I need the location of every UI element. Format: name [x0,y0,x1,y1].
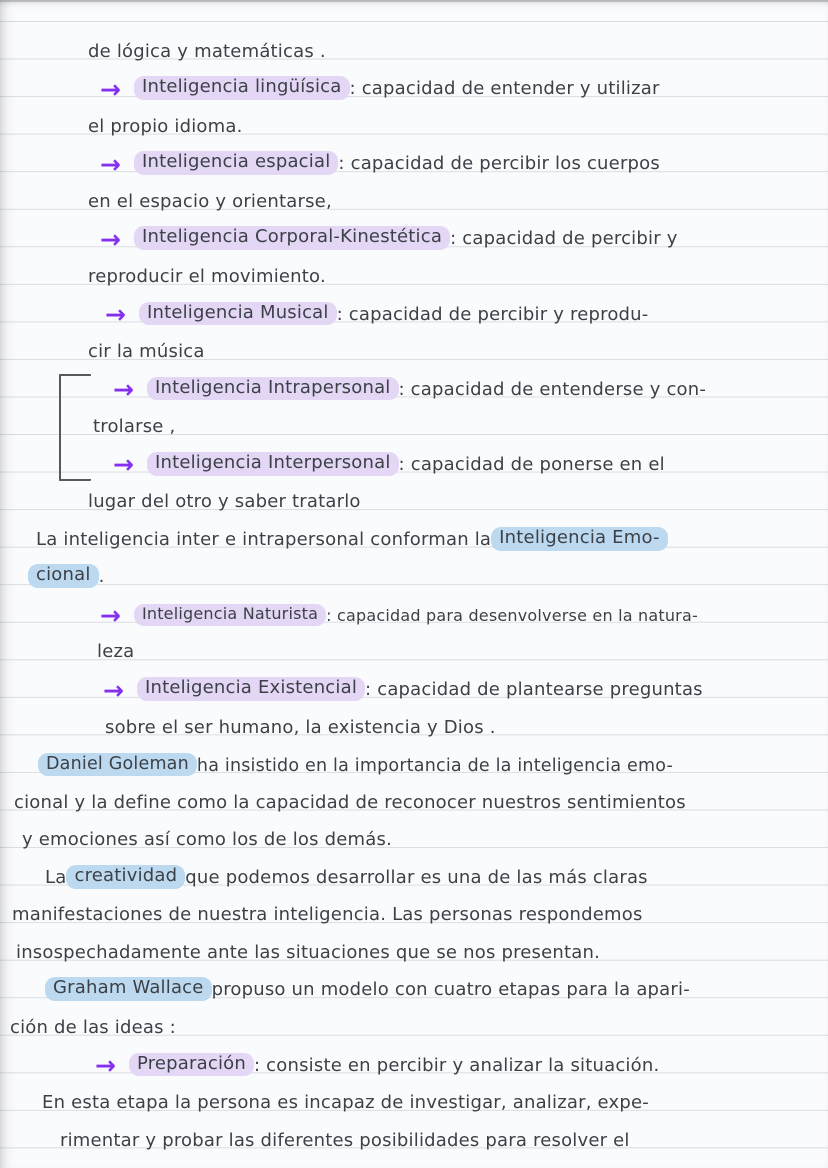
page-top-edge [0,0,828,2]
note-line [0,923,828,961]
highlighted-term: Inteligencia Emo- [491,527,668,551]
note-text: . [98,566,105,588]
note-text: el propio idioma. [88,115,243,137]
note-line [0,735,828,776]
note-line [0,1073,828,1114]
highlighted-term: Preparación [129,1053,254,1077]
note-line [0,285,828,330]
note-text: : capacidad de entenderse y con- [398,378,707,400]
note-text: : capacidad de plantearse preguntas [365,679,703,700]
note-text: en el espacio y orientarse, [88,190,332,212]
note-text: : capacidad de percibir y [450,228,678,250]
arrow-icon: → [95,1051,116,1081]
note-line [0,698,828,736]
note-text: La [45,866,67,888]
note-line [0,210,828,255]
note-line [0,1111,828,1149]
arrow-icon: → [105,300,126,330]
highlighted-term: Inteligencia Musical [139,302,337,326]
note-text: rimentar y probar las diferentes posibilidades para resolver el [60,1129,630,1151]
note-text: : capacidad de percibir los cuerpos [338,153,660,175]
note-line [0,773,828,811]
note-text: : capacidad de percibir y reprodu- [336,303,649,325]
bracket-annotation [59,374,91,481]
note-line [0,60,828,104]
note-line [0,135,828,179]
note-line [0,998,828,1036]
note-text: En esta etapa la persona es incapaz de investigar, analizar, expe- [42,1092,649,1114]
note-line [0,247,828,285]
note-text: : capacidad de entender y utilizar [349,78,660,100]
note-text: sobre el ser humano, la existencia y Dios . [105,716,496,738]
highlighted-term: Daniel Goleman [38,753,197,776]
arrow-icon: → [113,375,134,405]
note-line [0,660,828,705]
arrow-icon: → [100,225,121,255]
note-line [0,473,828,511]
note-text: propuso un modelo con cuatro etapas para la apari- [211,979,690,1001]
arrow-icon: → [100,600,121,630]
arrow-icon: → [103,675,124,705]
highlighted-term: Inteligencia espacial [134,151,338,175]
highlighted-term: Inteligencia Existencial [137,677,365,701]
note-text: leza [97,641,135,663]
note-line [0,585,828,630]
note-line [0,172,828,210]
highlighted-term: Inteligencia Corporal-Kinestética [134,226,450,250]
note-line [0,22,828,60]
note-text: ción de las ideas : [10,1016,176,1038]
highlighted-term: Graham Wallace [45,977,212,1001]
note-line [0,886,828,924]
note-line [0,811,828,849]
note-line [0,623,828,661]
highlighted-term: Inteligencia Naturista [134,604,326,626]
highlighted-term: creatividad [66,865,185,889]
highlighted-term: Inteligencia Intrapersonal [147,377,399,401]
arrow-icon: → [100,149,121,179]
highlighted-term: cional [28,564,99,588]
note-text: reproducir el movimiento. [88,265,326,287]
note-text: de lógica y matemáticas . [88,40,326,62]
highlighted-term: Inteligencia lingüísica [134,76,350,100]
note-line [0,97,828,135]
note-line [0,322,828,363]
note-text: : capacidad de ponerse en el [398,453,665,475]
note-text: cir la música [88,341,205,363]
note-line [0,398,828,436]
note-line [0,548,828,586]
note-text: : consiste en percibir y analizar la situación. [253,1054,660,1076]
note-text: y emociones así como los de los demás. [22,829,393,851]
note-text: cional y la define como la capacidad de reconocer nuestros sentimientos [14,791,686,813]
arrow-icon: → [113,450,134,480]
note-text: manifestaciones de nuestra inteligencia. Las personas respondemos [12,904,643,926]
note-line [0,961,828,999]
note-text: ha insistido en la importancia de la inteligencia emo- [196,755,673,776]
note-line [0,1036,828,1081]
arrow-icon: → [100,74,121,104]
note-text: que podemos desarrollar es una de las más claras [185,866,648,888]
note-line [0,510,828,548]
note-text: insospechadamente ante las situaciones que se nos presentan. [16,941,601,963]
note-text: : capacidad para desenvolverse en la natura- [326,606,698,625]
note-line [0,360,828,405]
note-line [0,435,828,480]
highlighted-term: Inteligencia Interpersonal [147,452,399,476]
note-text: La inteligencia inter e intrapersonal conforman la [36,528,492,550]
note-text: trolarse , [93,416,176,438]
note-text: lugar del otro y saber tratarlo [88,491,361,513]
note-line [0,848,828,886]
